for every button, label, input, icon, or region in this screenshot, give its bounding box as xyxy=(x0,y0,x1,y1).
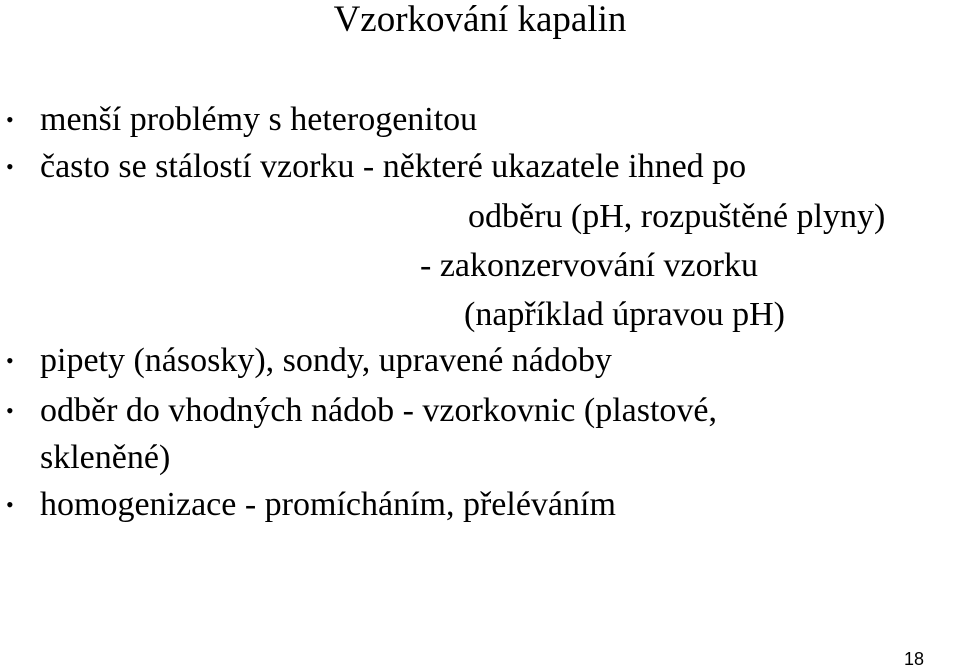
bullet-text: homogenizace - promícháním, přeléváním xyxy=(40,486,616,523)
bullet-text: často se stálostí vzorku - některé ukazatele ihned po xyxy=(40,148,747,185)
bullet-icon: • xyxy=(6,348,14,373)
sub-item-text: - zakonzervování vzorku xyxy=(420,247,758,284)
bullet-text: menší problémy s heterogenitou xyxy=(40,101,478,138)
bullet-text: odběr do vhodných nádob - vzorkovnic (plastové, xyxy=(40,392,717,429)
slide-title: Vzorkování kapalin xyxy=(333,0,627,40)
bullet-icon: • xyxy=(6,398,14,423)
continuation-text: odběru (pH, rozpuštěné plyny) xyxy=(468,198,886,235)
page-number: 18 xyxy=(903,649,924,669)
bullet-icon: • xyxy=(6,154,14,179)
continuation-text: (například úpravou pH) xyxy=(464,296,786,333)
bullet-icon: • xyxy=(6,492,14,517)
continuation-text: skleněné) xyxy=(40,439,171,476)
bullet-icon: • xyxy=(6,107,14,132)
bullet-text: pipety (násosky), sondy, upravené nádoby xyxy=(40,342,612,379)
